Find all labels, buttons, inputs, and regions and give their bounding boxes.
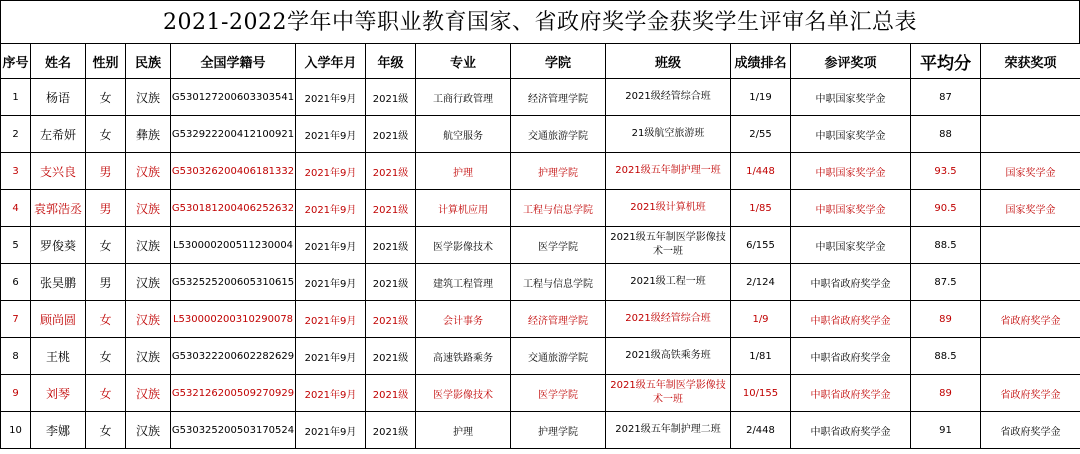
cell-class: 2021级经管综合班 (606, 79, 731, 116)
cell-average: 88.5 (911, 338, 981, 375)
cell-class: 2021级五年制医学影像技术一班 (606, 375, 731, 412)
cell-student-id: L530000200511230004 (171, 227, 296, 264)
col-header-enroll-date: 入学年月 (296, 44, 366, 79)
cell-no: 10 (1, 412, 31, 449)
col-header-name: 姓名 (31, 44, 86, 79)
table-row (1, 264, 1080, 301)
cell-no: 9 (1, 375, 31, 412)
cell-rank: 2/124 (731, 264, 791, 301)
table-row (1, 301, 1080, 338)
cell-major: 医学影像技术 (416, 227, 511, 264)
cell-award: 国家奖学金 (981, 153, 1080, 190)
cell-sex: 女 (86, 375, 126, 412)
cell-class: 2021级高铁乘务班 (606, 338, 731, 375)
cell-nominated-award: 中职省政府奖学金 (791, 412, 911, 449)
cell-nominated-award: 中职国家奖学金 (791, 227, 911, 264)
cell-rank: 1/448 (731, 153, 791, 190)
table-row (1, 79, 1080, 116)
cell-nominated-award: 中职省政府奖学金 (791, 375, 911, 412)
col-header-sex: 性别 (86, 44, 126, 79)
cell-rank: 1/81 (731, 338, 791, 375)
cell-enroll-date: 2021年9月 (296, 264, 366, 301)
col-header-rank: 成绩排名 (731, 44, 791, 79)
cell-rank: 2/448 (731, 412, 791, 449)
cell-average: 88 (911, 116, 981, 153)
table-row (1, 375, 1080, 412)
cell-name: 罗俊葵 (31, 227, 86, 264)
cell-award: 国家奖学金 (981, 190, 1080, 227)
cell-college: 交通旅游学院 (511, 116, 606, 153)
cell-sex: 男 (86, 153, 126, 190)
header-row (1, 44, 1080, 79)
cell-no: 6 (1, 264, 31, 301)
cell-enroll-date: 2021年9月 (296, 153, 366, 190)
cell-ethnicity: 汉族 (126, 153, 171, 190)
col-header-nominated-award: 参评奖项 (791, 44, 911, 79)
cell-average: 87 (911, 79, 981, 116)
cell-college: 护理学院 (511, 412, 606, 449)
cell-enroll-date: 2021年9月 (296, 227, 366, 264)
cell-nominated-award: 中职国家奖学金 (791, 79, 911, 116)
cell-name: 张昊鹏 (31, 264, 86, 301)
cell-award: 省政府奖学金 (981, 412, 1080, 449)
cell-average: 88.5 (911, 227, 981, 264)
cell-award: 省政府奖学金 (981, 375, 1080, 412)
cell-college: 交通旅游学院 (511, 338, 606, 375)
cell-no: 7 (1, 301, 31, 338)
cell-grade: 2021级 (366, 116, 416, 153)
col-header-student-id: 全国学籍号 (171, 44, 296, 79)
cell-class: 2021级经管综合班 (606, 301, 731, 338)
table-row (1, 190, 1080, 227)
cell-sex: 女 (86, 301, 126, 338)
cell-nominated-award: 中职国家奖学金 (791, 153, 911, 190)
col-header-grade: 年级 (366, 44, 416, 79)
cell-rank: 1/9 (731, 301, 791, 338)
cell-rank: 10/155 (731, 375, 791, 412)
cell-grade: 2021级 (366, 190, 416, 227)
col-header-no: 序号 (1, 44, 31, 79)
cell-college: 医学学院 (511, 375, 606, 412)
cell-nominated-award: 中职省政府奖学金 (791, 338, 911, 375)
cell-grade: 2021级 (366, 227, 416, 264)
cell-sex: 女 (86, 227, 126, 264)
cell-ethnicity: 彝族 (126, 116, 171, 153)
cell-average: 91 (911, 412, 981, 449)
cell-ethnicity: 汉族 (126, 301, 171, 338)
cell-no: 3 (1, 153, 31, 190)
cell-average: 90.5 (911, 190, 981, 227)
cell-enroll-date: 2021年9月 (296, 190, 366, 227)
col-header-class: 班级 (606, 44, 731, 79)
cell-student-id: G532922200412100921 (171, 116, 296, 153)
cell-name: 杨语 (31, 79, 86, 116)
cell-rank: 6/155 (731, 227, 791, 264)
cell-ethnicity: 汉族 (126, 227, 171, 264)
table-row (1, 338, 1080, 375)
sheet-title: 2021-2022学年中等职业教育国家、省政府奖学金获奖学生评审名单汇总表 (0, 0, 1080, 43)
award-table (0, 43, 1080, 449)
col-header-ethnicity: 民族 (126, 44, 171, 79)
cell-class: 2021级工程一班 (606, 264, 731, 301)
cell-ethnicity: 汉族 (126, 264, 171, 301)
cell-major: 建筑工程管理 (416, 264, 511, 301)
cell-grade: 2021级 (366, 79, 416, 116)
cell-college: 护理学院 (511, 153, 606, 190)
cell-student-id: G530322200602282629 (171, 338, 296, 375)
cell-college: 工程与信息学院 (511, 264, 606, 301)
col-header-average: 平均分 (911, 44, 981, 79)
cell-grade: 2021级 (366, 301, 416, 338)
cell-rank: 1/19 (731, 79, 791, 116)
cell-name: 李娜 (31, 412, 86, 449)
cell-class: 2021级计算机班 (606, 190, 731, 227)
cell-award (981, 79, 1080, 116)
cell-student-id: G530326200406181332 (171, 153, 296, 190)
table-row (1, 227, 1080, 264)
cell-sex: 男 (86, 264, 126, 301)
cell-class: 21级航空旅游班 (606, 116, 731, 153)
cell-rank: 1/85 (731, 190, 791, 227)
cell-student-id: G530127200603303541 (171, 79, 296, 116)
cell-major: 工商行政管理 (416, 79, 511, 116)
cell-average: 89 (911, 375, 981, 412)
cell-enroll-date: 2021年9月 (296, 412, 366, 449)
cell-sex: 女 (86, 116, 126, 153)
table-row (1, 412, 1080, 449)
cell-major: 计算机应用 (416, 190, 511, 227)
cell-student-id: G532126200509270929 (171, 375, 296, 412)
cell-grade: 2021级 (366, 412, 416, 449)
cell-student-id: G530325200503170524 (171, 412, 296, 449)
cell-name: 顾尚圆 (31, 301, 86, 338)
cell-enroll-date: 2021年9月 (296, 375, 366, 412)
cell-name: 王桃 (31, 338, 86, 375)
cell-major: 医学影像技术 (416, 375, 511, 412)
cell-sex: 男 (86, 190, 126, 227)
cell-enroll-date: 2021年9月 (296, 301, 366, 338)
col-header-major: 专业 (416, 44, 511, 79)
cell-student-id: L530000200310290078 (171, 301, 296, 338)
cell-sex: 女 (86, 338, 126, 375)
cell-college: 工程与信息学院 (511, 190, 606, 227)
cell-college: 经济管理学院 (511, 79, 606, 116)
cell-nominated-award: 中职国家奖学金 (791, 116, 911, 153)
cell-nominated-award: 中职省政府奖学金 (791, 264, 911, 301)
cell-class: 2021级五年制护理二班 (606, 412, 731, 449)
cell-college: 经济管理学院 (511, 301, 606, 338)
cell-nominated-award: 中职国家奖学金 (791, 190, 911, 227)
cell-no: 1 (1, 79, 31, 116)
cell-sex: 女 (86, 79, 126, 116)
cell-no: 2 (1, 116, 31, 153)
table-row (1, 153, 1080, 190)
cell-grade: 2021级 (366, 264, 416, 301)
cell-award: 省政府奖学金 (981, 301, 1080, 338)
cell-name: 左希妍 (31, 116, 86, 153)
cell-enroll-date: 2021年9月 (296, 116, 366, 153)
cell-enroll-date: 2021年9月 (296, 338, 366, 375)
cell-student-id: G530181200406252632 (171, 190, 296, 227)
cell-average: 89 (911, 301, 981, 338)
cell-no: 4 (1, 190, 31, 227)
cell-average: 87.5 (911, 264, 981, 301)
cell-major: 高速铁路乘务 (416, 338, 511, 375)
cell-grade: 2021级 (366, 338, 416, 375)
cell-no: 8 (1, 338, 31, 375)
cell-award (981, 227, 1080, 264)
cell-rank: 2/55 (731, 116, 791, 153)
cell-award (981, 338, 1080, 375)
cell-student-id: G532525200605310615 (171, 264, 296, 301)
cell-major: 航空服务 (416, 116, 511, 153)
table-row (1, 116, 1080, 153)
cell-award (981, 264, 1080, 301)
cell-name: 支兴良 (31, 153, 86, 190)
cell-major: 会计事务 (416, 301, 511, 338)
cell-ethnicity: 汉族 (126, 338, 171, 375)
cell-grade: 2021级 (366, 153, 416, 190)
cell-enroll-date: 2021年9月 (296, 79, 366, 116)
cell-college: 医学学院 (511, 227, 606, 264)
cell-ethnicity: 汉族 (126, 375, 171, 412)
cell-class: 2021级五年制护理一班 (606, 153, 731, 190)
cell-major: 护理 (416, 153, 511, 190)
cell-major: 护理 (416, 412, 511, 449)
cell-ethnicity: 汉族 (126, 79, 171, 116)
cell-class: 2021级五年制医学影像技术一班 (606, 227, 731, 264)
cell-name: 袁郭浩丞 (31, 190, 86, 227)
cell-sex: 女 (86, 412, 126, 449)
cell-nominated-award: 中职省政府奖学金 (791, 301, 911, 338)
cell-no: 5 (1, 227, 31, 264)
cell-average: 93.5 (911, 153, 981, 190)
col-header-college: 学院 (511, 44, 606, 79)
cell-award (981, 116, 1080, 153)
cell-grade: 2021级 (366, 375, 416, 412)
cell-ethnicity: 汉族 (126, 412, 171, 449)
cell-name: 刘琴 (31, 375, 86, 412)
col-header-award: 荣获奖项 (981, 44, 1080, 79)
cell-ethnicity: 汉族 (126, 190, 171, 227)
